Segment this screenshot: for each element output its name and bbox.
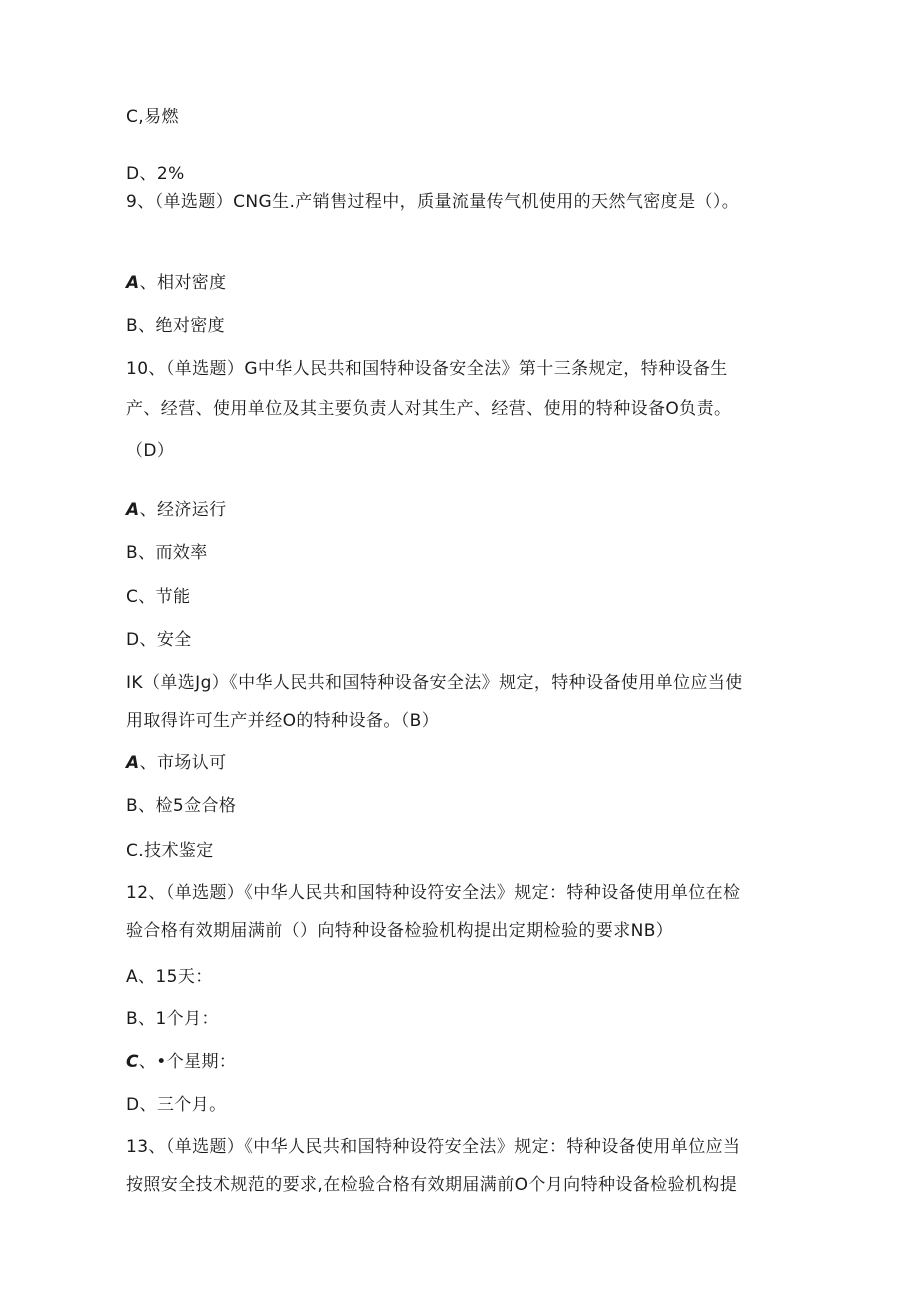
option-c-line: C,易燃: [126, 107, 179, 127]
question-13-text-line1: 13、（单选题）《中华人民共和国特种设符安全法》规定：特种设备使用单位应当: [126, 1137, 741, 1157]
question-13-text-line2: 按照安全技术规范的要求,在检验合格有效期届满前O个月向特种设备检验机构提: [126, 1175, 738, 1195]
q10-option-b: B、而效率: [126, 543, 208, 563]
q12-option-b: B、1个月：: [126, 1009, 219, 1029]
question-10-text-line2: 产、经营、使用单位及其主要负责人对其生产、经营、使用的特种设备O负责。: [126, 399, 732, 419]
q9-option-a: A、相对密度: [126, 273, 227, 293]
q11-option-a: A、市场认可: [126, 753, 227, 773]
q11-option-c: C.技术鉴定: [126, 841, 214, 861]
question-11-text-line1: IK（单选Jg）《中华人民共和国特种设备安全法》规定，特种设备使用单位应当使: [126, 673, 743, 693]
q10-option-a: A、经济运行: [126, 500, 227, 520]
q12-option-a: A、15天：: [126, 967, 213, 987]
q9-option-b: B、绝对密度: [126, 316, 226, 336]
question-12-text-line2: 验合格有效期届满前（）向特种设备检验机构提出定期检验的要求NB）: [126, 921, 674, 941]
question-10-text-line1: 10、（单选题）G中华人民共和国特种设备安全法》第十三条规定，特种设备生: [126, 359, 728, 379]
question-10-answer: （D）: [126, 441, 175, 461]
q11-option-b: B、检5佥合格: [126, 796, 237, 816]
question-9-text: 9、（单选题）CNG生.产销售过程中，质量流量传气机使用的天然气密度是（）。: [126, 192, 740, 212]
q12-option-d: D、三个月。: [126, 1095, 227, 1115]
q10-option-c: C、节能: [126, 587, 191, 607]
option-d-line: D、2%: [126, 164, 185, 184]
q10-option-d: D、安全: [126, 630, 192, 650]
question-12-text-line1: 12、（单选题）《中华人民共和国特种设符安全法》规定：特种设备使用单位在检: [126, 883, 741, 903]
q12-option-c: C、•个星期：: [126, 1052, 237, 1072]
question-11-text-line2: 用取得许可生产并经O的特种设备。（B）: [126, 711, 440, 731]
